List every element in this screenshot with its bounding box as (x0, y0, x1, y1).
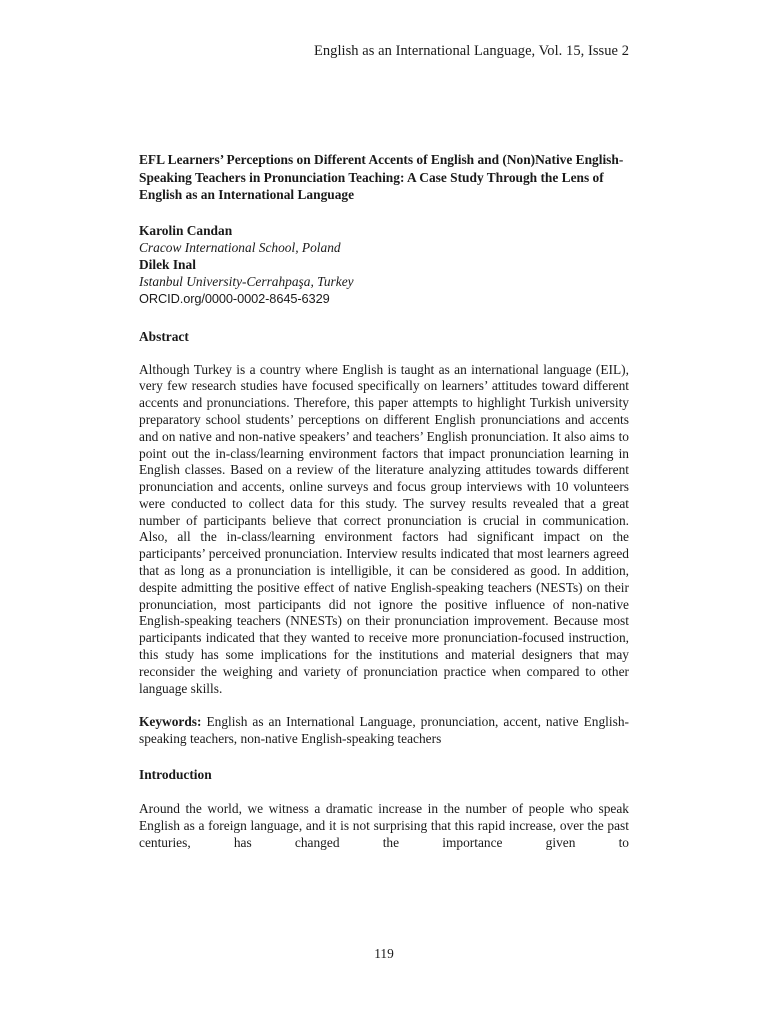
article-title: EFL Learners’ Perceptions on Different Accents of English and (Non)Native English-Speaking Teachers in Pronunciation Teaching: A Case Study Through the Lens of English as an International Language (139, 152, 624, 202)
keywords-paragraph (139, 714, 629, 748)
introduction-heading: Introduction (139, 767, 212, 783)
introduction-text: Around the world, we witness a dramatic increase in the number of people who speak English as a foreign language, and it is not surprising that this rapid increase, over the past centuries, has changed the importance given to (139, 801, 629, 851)
abstract-text: Although Turkey is a country where English is taught as an international language (EIL), very few research studies have focused specifically on learners’ attitudes toward different accents and pronunciations. Therefore, this paper attempts to highlight Turkish university preparatory school students’ perceptions on different English pronunciations and accents and on native and non-native speakers’ and teachers’ English pronunciation. It also aims to point out the in-class/learning environment factors that impact pronunciation learning in English classes. Based on a review of the literature analyzing attitudes towards different pronunciation and accents, online surveys and focus group interviews with 10 volunteers were conducted to collect data for this study. The survey results revealed that a great number of participants believe that correct pronunciation is crucial in communication. Also, all the in-class/learning environment factors had significant impact on the participants’ perceived pronunciation. Interview results indicated that most learners agreed that as long as a pronunciation is intelligible, it can be considered as good. In addition, despite admitting the positive effect of native English-speaking teachers (NESTs) on their pronunciation, most participants did not ignore the positive influence of non-native English-speaking teachers (NNESTs) on their pronunciation improvement. Because most participants indicated that they wanted to receive more pronunciation-focused instruction, this study has some implications for the institutions and material designers that may reconsider the weighing and variety of pronunciation practice when compared to other language skills. (139, 361, 629, 696)
author-name: Dilek Inal (139, 256, 196, 272)
page-number: 119 (374, 946, 394, 961)
author-name: Karolin Candan (139, 222, 233, 238)
keywords-list: English as an International Language, pronunciation, accent, native English-speaking teachers, non-native English-speaking teachers (139, 714, 629, 747)
keywords-label: Keywords: (139, 714, 202, 730)
author-affiliation: Cracow International School, Poland (139, 239, 341, 255)
abstract-heading: Abstract (139, 328, 189, 344)
author-affiliation: Istanbul University-Cerrahpaşa, Turkey (139, 274, 354, 290)
author-block (139, 222, 629, 308)
running-header: English as an International Language, Vol. 15, Issue 2 (313, 43, 629, 59)
orcid-identifier: ORCID.org/0000-0002-8645-6329 (139, 291, 330, 307)
article-body (139, 151, 629, 864)
